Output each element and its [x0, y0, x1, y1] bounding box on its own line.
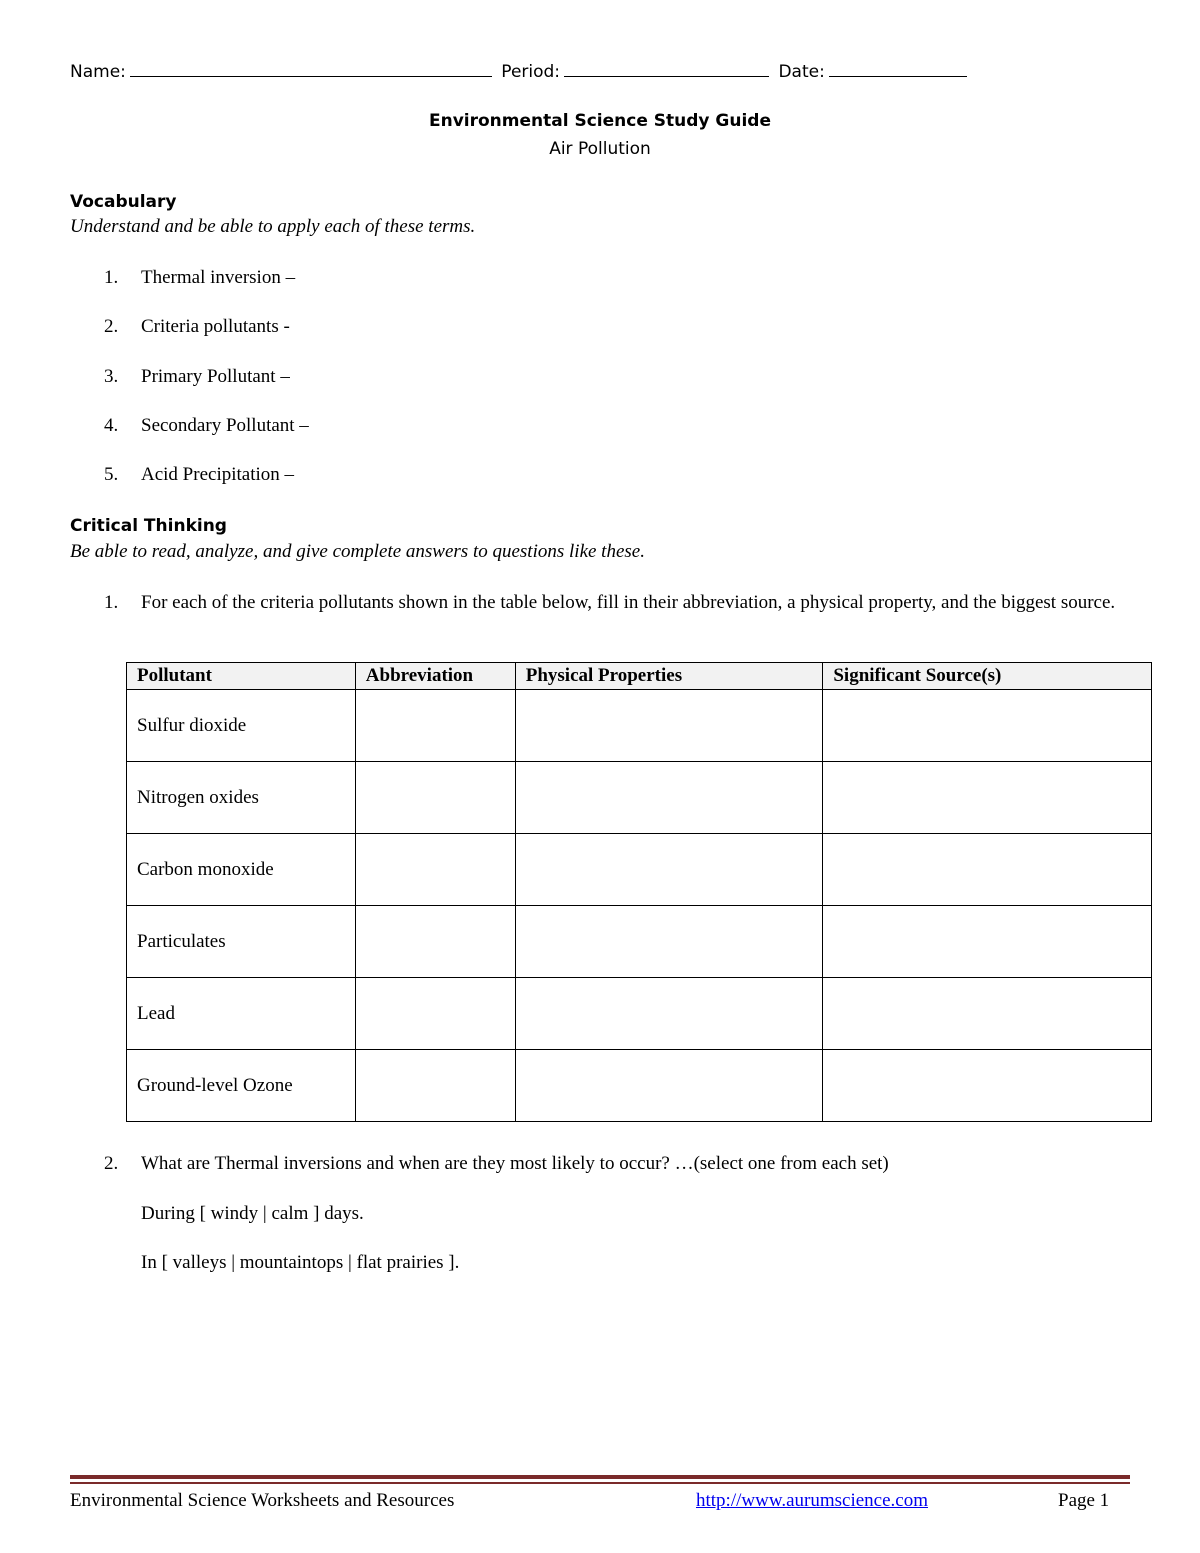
name-label: Name:	[70, 62, 126, 82]
table-header-row	[127, 663, 1152, 690]
page-number: Page 1	[1058, 1490, 1110, 1511]
source-cell[interactable]	[823, 1050, 1152, 1122]
vocab-item: 3. Primary Pollutant –	[104, 366, 290, 387]
question-2-choice-location: In [ valleys | mountaintops | flat prairies ].	[141, 1252, 460, 1273]
table-row	[127, 762, 1152, 834]
page-subtitle: Air Pollution	[549, 139, 651, 159]
date-label: Date:	[778, 62, 825, 82]
abbreviation-cell[interactable]	[355, 834, 515, 906]
vocab-item: 5. Acid Precipitation –	[104, 464, 295, 485]
properties-cell[interactable]	[515, 762, 823, 834]
period-field[interactable]	[564, 60, 769, 77]
column-header: Pollutant	[127, 663, 356, 690]
critical-thinking-instructions: Be able to read, analyze, and give complete answers to questions like these.	[70, 541, 645, 562]
source-cell[interactable]	[823, 834, 1152, 906]
footer-divider-thin	[70, 1482, 1130, 1484]
question-2-choice-days: During [ windy | calm ] days.	[141, 1203, 364, 1224]
pollutant-cell: Sulfur dioxide	[127, 690, 356, 762]
vocab-item: 4. Secondary Pollutant –	[104, 415, 309, 436]
abbreviation-cell[interactable]	[355, 690, 515, 762]
properties-cell[interactable]	[515, 834, 823, 906]
column-header: Physical Properties	[515, 663, 823, 690]
table-row	[127, 690, 1152, 762]
period-label: Period:	[501, 62, 561, 82]
name-field[interactable]	[130, 60, 492, 77]
table-row	[127, 1050, 1152, 1122]
column-header: Abbreviation	[355, 663, 515, 690]
pollutant-table	[126, 662, 1152, 1122]
properties-cell[interactable]	[515, 1050, 823, 1122]
properties-cell[interactable]	[515, 978, 823, 1050]
source-cell[interactable]	[823, 690, 1152, 762]
footer-website-link[interactable]: http://www.aurumscience.com	[696, 1490, 928, 1511]
critical-thinking-heading: Critical Thinking	[70, 516, 227, 536]
source-cell[interactable]	[823, 762, 1152, 834]
source-cell[interactable]	[823, 906, 1152, 978]
table-row	[127, 978, 1152, 1050]
footer-divider	[70, 1475, 1130, 1479]
vocab-item: 2. Criteria pollutants -	[104, 316, 290, 337]
vocabulary-heading: Vocabulary	[70, 192, 177, 212]
question-2: 2. What are Thermal inversions and when are they most likely to occur? …(select one from each set)	[104, 1153, 889, 1174]
properties-cell[interactable]	[515, 906, 823, 978]
page-title: Environmental Science Study Guide	[428, 111, 771, 131]
vocab-item: 1. Thermal inversion –	[104, 267, 296, 288]
table-row	[127, 834, 1152, 906]
vocabulary-instructions: Understand and be able to apply each of these terms.	[70, 216, 476, 237]
pollutant-cell: Lead	[127, 978, 356, 1050]
pollutant-cell: Ground-level Ozone	[127, 1050, 356, 1122]
pollutant-cell: Particulates	[127, 906, 356, 978]
abbreviation-cell[interactable]	[355, 906, 515, 978]
pollutant-cell: Carbon monoxide	[127, 834, 356, 906]
student-info-line	[70, 60, 971, 82]
source-cell[interactable]	[823, 978, 1152, 1050]
date-field[interactable]	[829, 60, 967, 77]
abbreviation-cell[interactable]	[355, 762, 515, 834]
footer-title: Environmental Science Worksheets and Resources	[70, 1490, 455, 1511]
column-header: Significant Source(s)	[823, 663, 1152, 690]
table-row	[127, 906, 1152, 978]
abbreviation-cell[interactable]	[355, 1050, 515, 1122]
pollutant-cell: Nitrogen oxides	[127, 762, 356, 834]
abbreviation-cell[interactable]	[355, 978, 515, 1050]
properties-cell[interactable]	[515, 690, 823, 762]
